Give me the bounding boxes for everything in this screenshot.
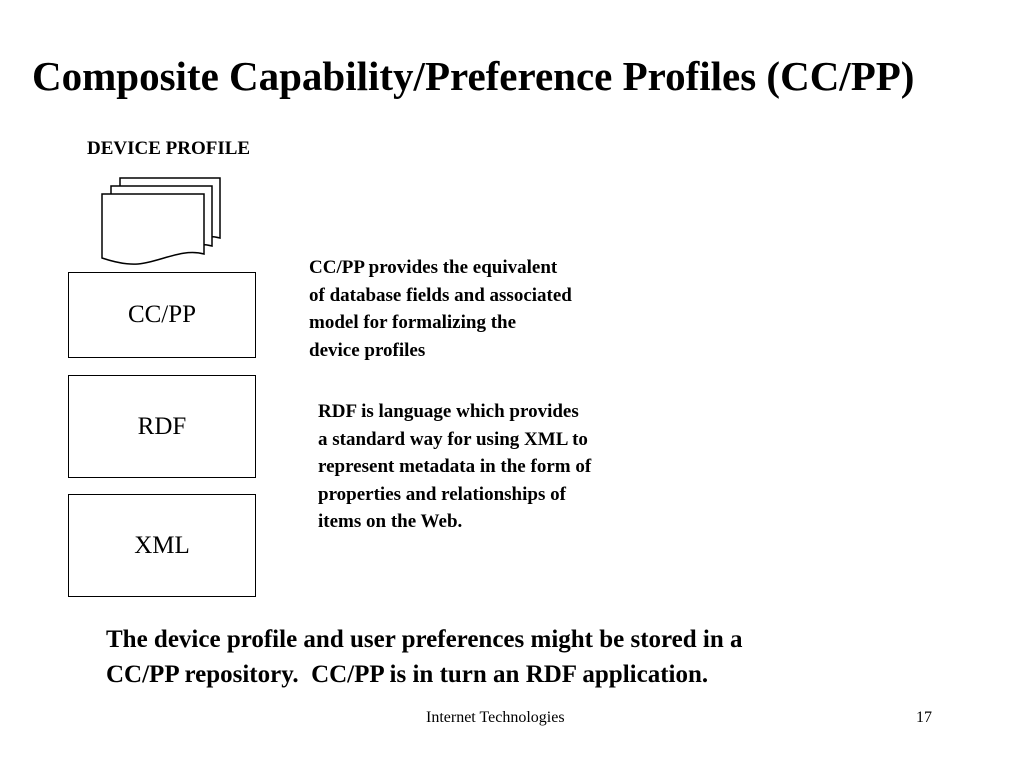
layer-box-xml <box>68 494 256 597</box>
rdf-description-line: properties and relationships of <box>318 483 566 505</box>
layer-label-ccpp: CC/PP <box>127 301 197 328</box>
rdf-description <box>318 398 591 536</box>
ccpp-description <box>309 254 572 364</box>
rdf-description-line: a standard way for using XML to <box>318 428 588 450</box>
rdf-description-line: items on the Web. <box>318 511 463 532</box>
page-number: 17 <box>916 709 932 726</box>
device-profile-label: DEVICE PROFILE <box>87 138 251 159</box>
layer-label-xml: XML <box>134 531 190 559</box>
summary-line: CC/PP repository. CC/PP is in turn an RDF application. <box>106 661 709 688</box>
ccpp-description-line: CC/PP provides the equivalent <box>309 257 558 278</box>
document-stack-icon <box>98 174 226 270</box>
summary-line: The device profile and user preferences might be stored in a <box>106 626 743 653</box>
rdf-description-line: represent metadata in the form of <box>318 456 592 477</box>
layer-label-rdf: RDF <box>137 412 187 440</box>
layer-box-ccpp <box>68 272 256 358</box>
ccpp-description-line: model for formalizing the <box>309 312 517 333</box>
footer-text: Internet Technologies <box>426 709 565 726</box>
layer-box-rdf <box>68 375 256 478</box>
summary-text <box>106 622 743 692</box>
rdf-description-line: RDF is language which provides <box>318 401 579 422</box>
ccpp-description-line: of database fields and associated <box>309 284 572 306</box>
ccpp-description-line: device profiles <box>309 339 426 361</box>
slide-title: Composite Capability/Preference Profiles (CC/PP) <box>32 53 915 99</box>
